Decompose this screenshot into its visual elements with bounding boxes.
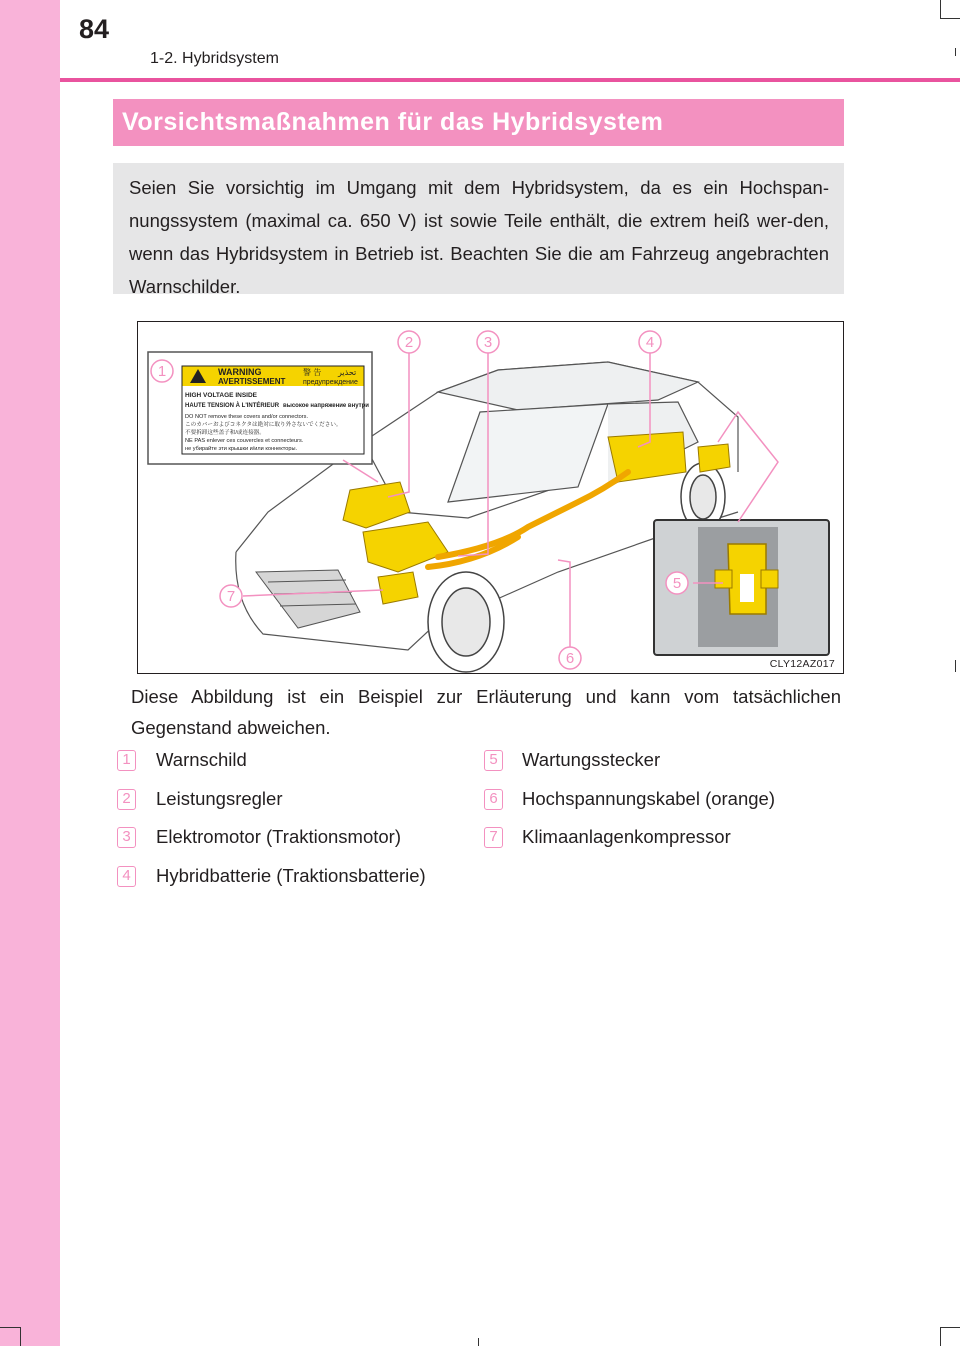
figure-id: CLY12AZ017 (769, 658, 835, 670)
section-title: Vorsichtsmaßnahmen für das Hybridsystem (113, 99, 844, 146)
legend-badge-5: 5 (484, 750, 503, 771)
callout-1-label: 1 (157, 363, 167, 380)
callout-6-label: 6 (565, 650, 575, 667)
intro-text: Seien Sie vorsichtig im Umgang mit dem Hybridsystem, da es ein Hochspan-nungssystem (maximal ca. 650 V) ist sowie Teile enthält, die extrem heiß wer-den, wenn das Hybridsystem in Betrieb ist. Beachten Sie die am Fahrzeug angebrachten Warnschilder. (129, 177, 829, 297)
callout-4-label: 4 (645, 334, 655, 351)
legend-label-7: Klimaanlagenkompressor (522, 826, 731, 847)
warning-label-dont2: このカバーおよびコネクタは絶対に取り外さないでください。 (185, 422, 342, 428)
front-grille (256, 570, 360, 628)
callout-5-label: 5 (672, 575, 682, 592)
legend-label-2: Leistungsregler (156, 788, 283, 809)
legend-badge-6: 6 (484, 789, 503, 810)
legend-label-5: Wartungsstecker (522, 749, 661, 770)
legend-badge-1: 1 (117, 750, 136, 771)
warning-label-line2-left: AVERTISSEMENT (218, 377, 286, 386)
legend-label-1: Warnschild (156, 749, 247, 770)
chapter-heading: 1-2. Hybridsystem (150, 50, 279, 67)
callout-2-label: 2 (404, 334, 414, 351)
warning-label-hv-ru: высокое напряжение внутри (283, 403, 369, 409)
header-rule (60, 78, 960, 82)
legend-label-4: Hybridbatterie (Traktionsbatterie) (156, 865, 426, 886)
warning-label-line1-left: WARNING (218, 367, 262, 377)
warning-label-dont3: 不要拆卸这些盖子和/或连接器。 (185, 430, 265, 436)
warning-label-hv-fr: HAUTE TENSION À L'INTÉRIEUR (185, 403, 280, 409)
legend-label-3: Elektromotor (Traktionsmotor) (156, 826, 402, 847)
page-sidebar (0, 0, 60, 1346)
hybrid-car-illustration (138, 322, 844, 674)
warning-label-dont5: не убирайте эти крышки и/или коннекторы. (185, 446, 298, 452)
warning-label-dont4: NE PAS enlever ces couvercles et connecteurs. (185, 438, 304, 444)
warning-label-dont1: DO NOT remove these covers and/or connectors. (185, 414, 309, 420)
callout-7-label: 7 (226, 588, 236, 605)
warning-label-arabic: تحذير (338, 368, 357, 377)
warning-label-line1-right: 警 告 (303, 368, 322, 377)
warning-label-inset (148, 352, 372, 464)
callout-3-label: 3 (483, 334, 493, 351)
hybrid-system-figure (137, 321, 844, 674)
legend-badge-3: 3 (117, 827, 136, 848)
legend-badge-2: 2 (117, 789, 136, 810)
legend-badge-7: 7 (484, 827, 503, 848)
warning-label-hv-en: HIGH VOLTAGE INSIDE (185, 392, 257, 399)
legend-label-6: Hochspannungskabel (orange) (522, 788, 776, 809)
legend-badge-4: 4 (117, 866, 136, 887)
intro-text-box (113, 163, 844, 297)
warning-label-line2-right: предупреждение (303, 379, 358, 386)
page-number: 84 (79, 14, 110, 44)
figure-caption: Diese Abbildung ist ein Beispiel zur Erläuterung und kann vom tatsächlichen Gegenstand abweichen. (131, 686, 841, 738)
